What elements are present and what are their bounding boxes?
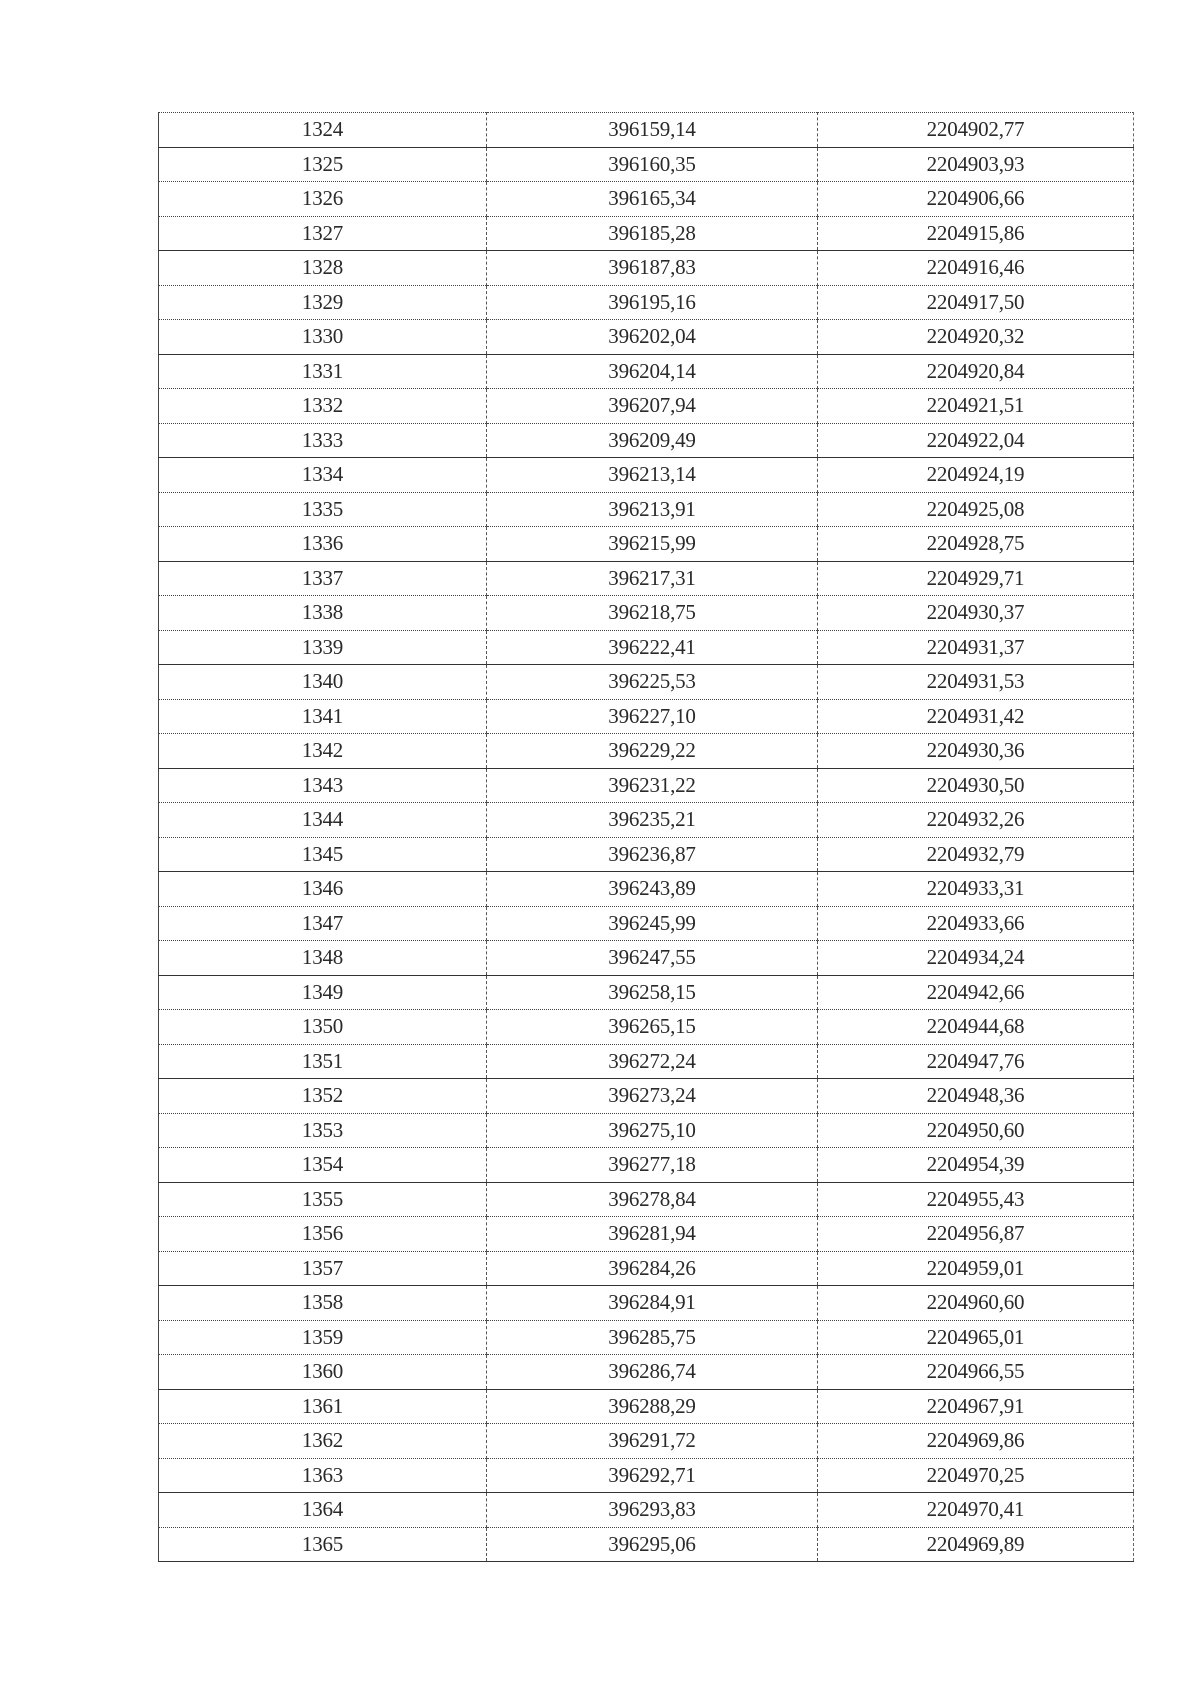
x-coordinate-cell: 396218,75 xyxy=(487,596,818,631)
table-row xyxy=(159,1217,1134,1252)
point-number-cell: 1345 xyxy=(159,837,487,872)
x-coordinate-cell: 396160,35 xyxy=(487,147,818,182)
x-coordinate-cell: 396281,94 xyxy=(487,1217,818,1252)
table-row xyxy=(159,1010,1134,1045)
table-row xyxy=(159,389,1134,424)
y-coordinate-cell: 2204906,66 xyxy=(818,182,1134,217)
y-coordinate-cell: 2204928,75 xyxy=(818,527,1134,562)
x-coordinate-cell: 396247,55 xyxy=(487,941,818,976)
table-row xyxy=(159,596,1134,631)
y-coordinate-cell: 2204930,50 xyxy=(818,768,1134,803)
y-coordinate-cell: 2204955,43 xyxy=(818,1182,1134,1217)
point-number-cell: 1326 xyxy=(159,182,487,217)
x-coordinate-cell: 396292,71 xyxy=(487,1458,818,1493)
table-row xyxy=(159,1527,1134,1562)
y-coordinate-cell: 2204942,66 xyxy=(818,975,1134,1010)
x-coordinate-cell: 396272,24 xyxy=(487,1044,818,1079)
x-coordinate-cell: 396291,72 xyxy=(487,1424,818,1459)
y-coordinate-cell: 2204903,93 xyxy=(818,147,1134,182)
point-number-cell: 1361 xyxy=(159,1389,487,1424)
point-number-cell: 1331 xyxy=(159,354,487,389)
table-row xyxy=(159,458,1134,493)
table-row xyxy=(159,1251,1134,1286)
point-number-cell: 1355 xyxy=(159,1182,487,1217)
y-coordinate-cell: 2204933,66 xyxy=(818,906,1134,941)
table-row xyxy=(159,492,1134,527)
table-row xyxy=(159,354,1134,389)
table-row xyxy=(159,147,1134,182)
y-coordinate-cell: 2204947,76 xyxy=(818,1044,1134,1079)
y-coordinate-cell: 2204930,36 xyxy=(818,734,1134,769)
y-coordinate-cell: 2204966,55 xyxy=(818,1355,1134,1390)
x-coordinate-cell: 396229,22 xyxy=(487,734,818,769)
x-coordinate-cell: 396213,14 xyxy=(487,458,818,493)
point-number-cell: 1350 xyxy=(159,1010,487,1045)
table-row xyxy=(159,1493,1134,1528)
x-coordinate-cell: 396187,83 xyxy=(487,251,818,286)
table-row xyxy=(159,216,1134,251)
y-coordinate-cell: 2204933,31 xyxy=(818,872,1134,907)
y-coordinate-cell: 2204920,32 xyxy=(818,320,1134,355)
table-row xyxy=(159,1079,1134,1114)
table-row xyxy=(159,803,1134,838)
x-coordinate-cell: 396225,53 xyxy=(487,665,818,700)
x-coordinate-cell: 396231,22 xyxy=(487,768,818,803)
point-number-cell: 1347 xyxy=(159,906,487,941)
table-row xyxy=(159,768,1134,803)
table-row xyxy=(159,1148,1134,1183)
point-number-cell: 1353 xyxy=(159,1113,487,1148)
point-number-cell: 1328 xyxy=(159,251,487,286)
y-coordinate-cell: 2204956,87 xyxy=(818,1217,1134,1252)
y-coordinate-cell: 2204931,42 xyxy=(818,699,1134,734)
y-coordinate-cell: 2204967,91 xyxy=(818,1389,1134,1424)
y-coordinate-cell: 2204970,41 xyxy=(818,1493,1134,1528)
table-row xyxy=(159,734,1134,769)
point-number-cell: 1336 xyxy=(159,527,487,562)
table-row xyxy=(159,527,1134,562)
point-number-cell: 1344 xyxy=(159,803,487,838)
coordinates-table xyxy=(158,112,1134,1562)
y-coordinate-cell: 2204969,89 xyxy=(818,1527,1134,1562)
x-coordinate-cell: 396207,94 xyxy=(487,389,818,424)
point-number-cell: 1352 xyxy=(159,1079,487,1114)
point-number-cell: 1335 xyxy=(159,492,487,527)
x-coordinate-cell: 396284,91 xyxy=(487,1286,818,1321)
point-number-cell: 1351 xyxy=(159,1044,487,1079)
x-coordinate-cell: 396288,29 xyxy=(487,1389,818,1424)
y-coordinate-cell: 2204944,68 xyxy=(818,1010,1134,1045)
table-row xyxy=(159,1355,1134,1390)
point-number-cell: 1334 xyxy=(159,458,487,493)
table-row xyxy=(159,182,1134,217)
point-number-cell: 1364 xyxy=(159,1493,487,1528)
x-coordinate-cell: 396209,49 xyxy=(487,423,818,458)
x-coordinate-cell: 396185,28 xyxy=(487,216,818,251)
point-number-cell: 1359 xyxy=(159,1320,487,1355)
point-number-cell: 1342 xyxy=(159,734,487,769)
table-row xyxy=(159,251,1134,286)
y-coordinate-cell: 2204921,51 xyxy=(818,389,1134,424)
y-coordinate-cell: 2204965,01 xyxy=(818,1320,1134,1355)
x-coordinate-cell: 396159,14 xyxy=(487,113,818,148)
y-coordinate-cell: 2204948,36 xyxy=(818,1079,1134,1114)
x-coordinate-cell: 396245,99 xyxy=(487,906,818,941)
y-coordinate-cell: 2204915,86 xyxy=(818,216,1134,251)
table-row xyxy=(159,665,1134,700)
x-coordinate-cell: 396235,21 xyxy=(487,803,818,838)
point-number-cell: 1338 xyxy=(159,596,487,631)
y-coordinate-cell: 2204954,39 xyxy=(818,1148,1134,1183)
table-row xyxy=(159,1389,1134,1424)
point-number-cell: 1330 xyxy=(159,320,487,355)
table-row xyxy=(159,906,1134,941)
x-coordinate-cell: 396236,87 xyxy=(487,837,818,872)
y-coordinate-cell: 2204950,60 xyxy=(818,1113,1134,1148)
x-coordinate-cell: 396285,75 xyxy=(487,1320,818,1355)
point-number-cell: 1346 xyxy=(159,872,487,907)
table-row xyxy=(159,1424,1134,1459)
table-row xyxy=(159,423,1134,458)
x-coordinate-cell: 396277,18 xyxy=(487,1148,818,1183)
x-coordinate-cell: 396222,41 xyxy=(487,630,818,665)
table-row xyxy=(159,837,1134,872)
point-number-cell: 1362 xyxy=(159,1424,487,1459)
x-coordinate-cell: 396278,84 xyxy=(487,1182,818,1217)
point-number-cell: 1358 xyxy=(159,1286,487,1321)
y-coordinate-cell: 2204930,37 xyxy=(818,596,1134,631)
y-coordinate-cell: 2204960,60 xyxy=(818,1286,1134,1321)
point-number-cell: 1343 xyxy=(159,768,487,803)
y-coordinate-cell: 2204929,71 xyxy=(818,561,1134,596)
x-coordinate-cell: 396275,10 xyxy=(487,1113,818,1148)
point-number-cell: 1339 xyxy=(159,630,487,665)
y-coordinate-cell: 2204934,24 xyxy=(818,941,1134,976)
x-coordinate-cell: 396204,14 xyxy=(487,354,818,389)
x-coordinate-cell: 396243,89 xyxy=(487,872,818,907)
point-number-cell: 1365 xyxy=(159,1527,487,1562)
point-number-cell: 1325 xyxy=(159,147,487,182)
table-row xyxy=(159,285,1134,320)
table-row xyxy=(159,1320,1134,1355)
point-number-cell: 1348 xyxy=(159,941,487,976)
point-number-cell: 1332 xyxy=(159,389,487,424)
y-coordinate-cell: 2204924,19 xyxy=(818,458,1134,493)
point-number-cell: 1354 xyxy=(159,1148,487,1183)
x-coordinate-cell: 396265,15 xyxy=(487,1010,818,1045)
x-coordinate-cell: 396286,74 xyxy=(487,1355,818,1390)
table-row xyxy=(159,630,1134,665)
point-number-cell: 1360 xyxy=(159,1355,487,1390)
x-coordinate-cell: 396215,99 xyxy=(487,527,818,562)
y-coordinate-cell: 2204932,79 xyxy=(818,837,1134,872)
x-coordinate-cell: 396195,16 xyxy=(487,285,818,320)
point-number-cell: 1333 xyxy=(159,423,487,458)
y-coordinate-cell: 2204922,04 xyxy=(818,423,1134,458)
table-row xyxy=(159,1044,1134,1079)
y-coordinate-cell: 2204916,46 xyxy=(818,251,1134,286)
y-coordinate-cell: 2204917,50 xyxy=(818,285,1134,320)
table-row xyxy=(159,941,1134,976)
y-coordinate-cell: 2204932,26 xyxy=(818,803,1134,838)
y-coordinate-cell: 2204925,08 xyxy=(818,492,1134,527)
y-coordinate-cell: 2204970,25 xyxy=(818,1458,1134,1493)
point-number-cell: 1341 xyxy=(159,699,487,734)
point-number-cell: 1356 xyxy=(159,1217,487,1252)
x-coordinate-cell: 396258,15 xyxy=(487,975,818,1010)
y-coordinate-cell: 2204931,37 xyxy=(818,630,1134,665)
point-number-cell: 1349 xyxy=(159,975,487,1010)
x-coordinate-cell: 396213,91 xyxy=(487,492,818,527)
table-row xyxy=(159,113,1134,148)
point-number-cell: 1327 xyxy=(159,216,487,251)
coordinates-table-body xyxy=(159,113,1134,1562)
table-row xyxy=(159,1182,1134,1217)
x-coordinate-cell: 396217,31 xyxy=(487,561,818,596)
y-coordinate-cell: 2204969,86 xyxy=(818,1424,1134,1459)
x-coordinate-cell: 396273,24 xyxy=(487,1079,818,1114)
y-coordinate-cell: 2204959,01 xyxy=(818,1251,1134,1286)
point-number-cell: 1337 xyxy=(159,561,487,596)
table-row xyxy=(159,320,1134,355)
table-row xyxy=(159,1458,1134,1493)
x-coordinate-cell: 396295,06 xyxy=(487,1527,818,1562)
y-coordinate-cell: 2204931,53 xyxy=(818,665,1134,700)
point-number-cell: 1340 xyxy=(159,665,487,700)
y-coordinate-cell: 2204902,77 xyxy=(818,113,1134,148)
table-row xyxy=(159,561,1134,596)
table-row xyxy=(159,699,1134,734)
table-row xyxy=(159,872,1134,907)
point-number-cell: 1329 xyxy=(159,285,487,320)
table-row xyxy=(159,1286,1134,1321)
point-number-cell: 1357 xyxy=(159,1251,487,1286)
point-number-cell: 1363 xyxy=(159,1458,487,1493)
table-row xyxy=(159,975,1134,1010)
y-coordinate-cell: 2204920,84 xyxy=(818,354,1134,389)
x-coordinate-cell: 396293,83 xyxy=(487,1493,818,1528)
x-coordinate-cell: 396227,10 xyxy=(487,699,818,734)
x-coordinate-cell: 396202,04 xyxy=(487,320,818,355)
x-coordinate-cell: 396165,34 xyxy=(487,182,818,217)
point-number-cell: 1324 xyxy=(159,113,487,148)
table-row xyxy=(159,1113,1134,1148)
x-coordinate-cell: 396284,26 xyxy=(487,1251,818,1286)
